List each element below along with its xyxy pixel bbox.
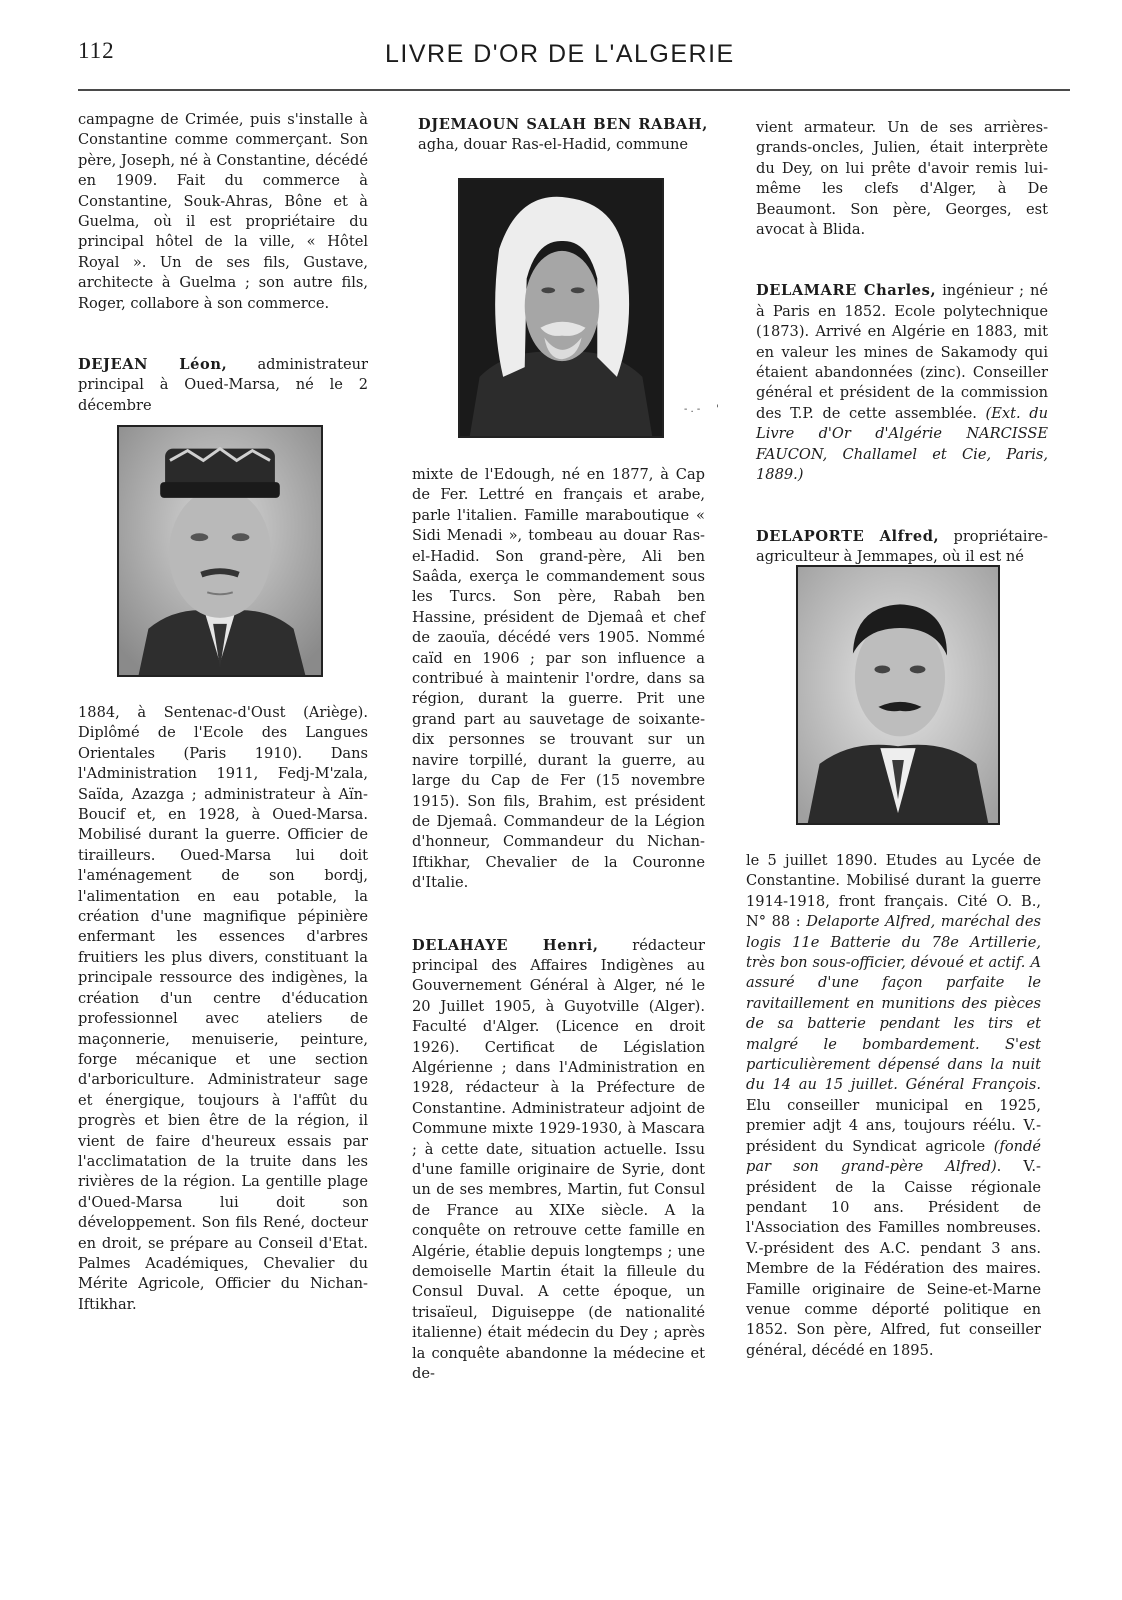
djemaoun-portrait [458, 178, 664, 438]
delaporte-portrait [796, 565, 1000, 825]
delamare-name: DELAMARE Charles, [756, 282, 937, 300]
delaporte-text-2: Elu conseiller municipal en 1925, premier adjt 4 ans, toujours réélu. V.-président du Syndicat agricole [746, 1096, 1041, 1155]
separator-marks: - . - ' [684, 404, 719, 415]
djemaoun-portrait-image [460, 180, 662, 436]
page-number: 112 [78, 38, 115, 63]
column-1 [78, 110, 368, 416]
column-2-lower [412, 465, 705, 1384]
dejean-name: DEJEAN Léon, [78, 356, 228, 374]
delamare-source: (Ext. du Livre d'Or d'Algérie NARCISSE FAUCON, Challamel et Cie, Paris, 1889.) [756, 404, 1048, 484]
header-rule [78, 89, 1070, 91]
dejean-portrait [117, 425, 323, 677]
delahaye-biography: rédacteur principal des Affaires Indigènes au Gouvernement Général à Alger, né le 20 Juillet 1905, à Guyotville (Alger). Faculté d'Alger. (Licence en droit 1926). Certificat de Législation Algérienne ; dans l'Administration en 1928, rédacteur à la Préfecture de Constantine. Administrateur adjoint de Commune mixte 1929-1930, à Mascara ; à cette date, situation actuelle. Issu d'une famille originaire de Syrie, dont un de ses membres, Martin, fut Consul de France au XIXe siècle. A la conquête on retrouve cette famille en Algérie, établie depuis longtemps ; une demoiselle Martin était la filleule du Consul Duval. A cette époque, un trisaïeul, Diguiseppe (de nationalité italienne) était médecin du Dey ; après la conquête abandonne la médecine et de- [412, 936, 705, 1383]
delaporte-name: DELAPORTE Alfred, [756, 527, 940, 545]
delaporte-intro-text: propriétaire-agriculteur à Jemmapes, où il est né [756, 527, 1048, 565]
column-3-lower [746, 851, 1041, 1361]
delaporte-biography [746, 851, 1041, 1361]
dejean-portrait-image [119, 427, 321, 675]
djemaoun-intro-text: agha, douar Ras-el-Hadid, commune [418, 136, 689, 154]
delaporte-entry-intro [756, 527, 1048, 568]
col1-continued-paragraph: campagne de Crimée, puis s'installe à Constantine comme commerçant. Son père, Joseph, né à Constantine, décédé en 1909. Fait du commerce à Constantine, Souk-Ahras, Bône et à Guelma, où il est propriétaire du principal hôtel de la ville, « Hôtel Royal ». Un de ses fils, Gustave, architecte à Guelma ; son autre fils, Roger, collabore à son commerce. [78, 111, 368, 312]
column-3 [756, 118, 1048, 567]
djemaoun-name: DJEMAOUN SALAH BEN RABAH, [418, 116, 708, 133]
column-2 [418, 115, 708, 156]
delaporte-aside: (fondé par son grand-père Alfred) [746, 1137, 1041, 1176]
djemaoun-biography: mixte de l'Edough, né en 1877, à Cap de Fer. Lettré en français et arabe, parle l'italien. Famille maraboutique « Sidi Menadi », tombeau au douar Ras-el-Hadid. Son grand-père, Ali ben Saâda, exerça le commandement sous les Turcs. Son père, Rabah ben Hassine, président de Djemaâ et chef de zaouïa, décédé vers 1905. Nommé caïd en 1906 ; par son influence a contribué à maintenir l'ordre, dans sa région, durant la guerre. Prit une grand part au sauvetage de soixante-dix personnes se trouvant sur un navire torpillé, durant la guerre, au large du Cap de Fer (15 novembre 1915). Son fils, Brahim, est président de Djemaâ. Commandeur de la Légion d'honneur, Commandeur du Nichan-Iftikhar, Chevalier de la Couronne d'Italie. [412, 466, 705, 892]
dejean-biography: 1884, à Sentenac-d'Oust (Ariège). Diplômé de l'Ecole des Langues Orientales (Paris 1910). Dans l'Administration 1911, Fedj-M'zala, Saïda, Azazga ; administrateur à Aïn-Boucif et, en 1928, à Oued-Marsa. Mobilisé durant la guerre. Officier de tirailleurs. Oued-Marsa lui doit l'aménagement de son bordj, l'alimentation en eau potable, la création d'une magnifique pépinière enfermant les essences d'arbres fruitiers les plus divers, constituant la principale ressource des indigènes, la création d'un centre d'éducation professionnel avec ateliers de maçonnerie, menuiserie, peinture, forge mécanique et une section d'arboriculture. Administrateur sage et énergique, toujours à l'affût du progrès et bien être de la région, il vient de faire d'heureux essais par l'acclimatation de la truite dans les rivières de la région. La gentille plage d'Oued-Marsa lui doit son développement. Son fils René, docteur en droit, se prépare au Conseil d'Etat. Palmes Académiques, Chevalier du Mérite Agricole, Officier du Nichan-Iftikhar. [78, 704, 368, 1313]
delahaye-name: DELAHAYE Henri, [412, 936, 599, 954]
column-1-lower [78, 703, 368, 1315]
delahaye-entry [412, 936, 705, 1385]
col3-continued-paragraph: vient armateur. Un de ses arrières-grands-oncles, Julien, était interprète du Dey, on lui prête d'avoir remis lui-même les clefs d'Alger, à De Beaumont. Son père, Georges, est avocat à Blida. [756, 119, 1048, 239]
delaporte-text-1: le 5 juillet 1890. Etudes au Lycée de Constantine. Mobilisé durant la guerre 1914-1918, front français. Cité O. B., N° 88 : [746, 852, 1041, 931]
running-title: LIVRE D'OR DE L'ALGERIE [385, 40, 735, 68]
delamare-biography: ingénieur ; né à Paris en 1852. Ecole polytechnique (1873). Arrivé en Algérie en 1883, mit en valeur les mines de Sakamody qui étaient abandonnées (zinc). Conseiller général et président de la commission des T.P. de cette assemblée. [756, 282, 1048, 422]
delaporte-portrait-image [798, 567, 998, 823]
djemaoun-entry-intro [418, 115, 708, 156]
delamare-entry [756, 281, 1048, 485]
delaporte-citation: Delaporte Alfred, maréchal des logis 11e Batterie du 78e Artillerie, très bon sous-officier, dévoué et actif. A assuré d'une façon parfaite le ravitaillement en munitions des pièces de sa batterie pendant les tirs et malgré le bombardement. S'est particulièrement dépensé dans la nuit du 14 au 15 juillet. Général François. [746, 913, 1041, 1094]
dejean-intro-text: administrateur principal à Oued-Marsa, né le 2 décembre [78, 356, 368, 414]
dejean-entry-intro [78, 355, 368, 416]
delaporte-text-3: . V.-président de la Caisse régionale pendant 10 ans. Président de l'Association des Familles nombreuses. V.-président des A.C. pendant 3 ans. Membre de la Fédération des maires. Famille originaire de Seine-et-Marne venue comme déporté politique en 1852. Son père, Alfred, fut conseiller général, décédé en 1895. [746, 1158, 1041, 1359]
